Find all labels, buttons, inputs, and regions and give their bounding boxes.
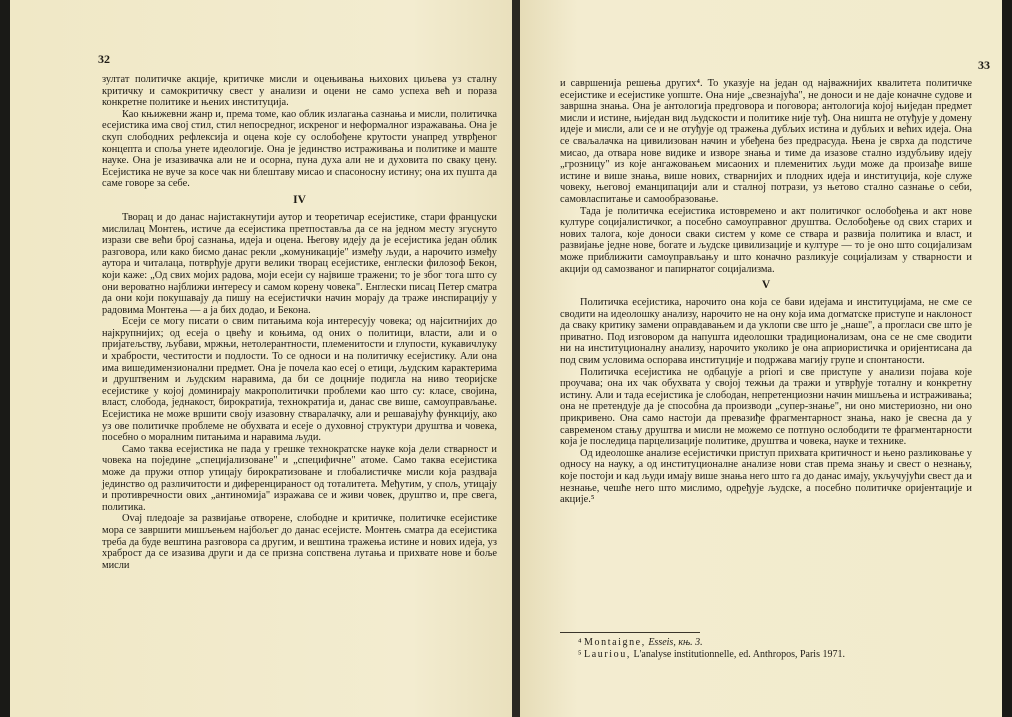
footnote (578, 649, 972, 661)
footnote (578, 637, 972, 649)
footnote-text: L'analyse institutionnelle, ed. Anthropos, Paris 1971. (633, 648, 845, 660)
left-page-body (102, 74, 497, 571)
paragraph: Политичка есејистика, нарочито она која се бави идејама и институцијама, не сме се сводити на идеолошку анализу, нарочито не на ону која има догматске приступе и наклоност да сваку критику замени оправдавањем и да уклопи све што је „наше", а прогласи све што је приватно. Под изговором да напушта идеолошки традиционализам, она се не сме сводити ни на институционалну анализу, нарочито уколико је она априористичка и оријентисана да под свим условима оспорава институције и подржава магију групе и спонтаности. (560, 297, 972, 367)
paragraph: Творац и до данас најистакнутији аутор и теоретичар есејистике, стари француски мислилац Монтењ, истиче да есејистика претпоставља да се на једном месту згуснуто изрази све већи број сазнања, идеја и оцена. Његову идеју да је есејистика један облик разговора, или како бисмо данас рекли „комуникације" између људи, а нарочито између аутора и читалаца, потврђује други велики творац есејистике, енглески филозоф Бекон, који каже: „Од свих мојих радова, моји есеји су највише тражени; то је због тога што су они вероватно најближи интересу и самом корену човека". Енглески писац Петер сматра да они који покушавају да пишу на есејистички начин морају да траже инспирацију у радовима Монтења — а ја бих додао, и Бекона. (102, 211, 497, 316)
footnote-author: Lauriou, (584, 648, 631, 660)
book-gutter (512, 0, 520, 717)
paragraph: Од идеолошке анализе есејистички приступ прихвата критичност и њено разликовање у односу на науку, а од институционалне анализе нови став према знању и свест о незнању, које постоји и кад људи имају више знања него што га до данас имају, укључујући свест да и незнање, чешће него што мислимо, одређује људске, а посебно политичке оријентације и акције.⁵ (560, 447, 972, 506)
paragraph: Есеји се могу писати о свим питањима која интересују човека; од најситнијих до најкрупнијих; од есеја о цвећу и коњима, од оних о политици, власти, али и о пријатељству, љубави, мржњи, нетолерантности, племенитости и глупости, кукавичлуку и храбрости, честитости и подлости. То се односи и на политичку есејистику. Али она има вишедимензионални предмет. Она је почела као есеј о етици, људским карактерима и друштвеним и људским наравима, да би се доцније подигла на ниво теоријске есејистике у којој доминирају макрополитички проблеми као што су: класе, својина, власт, слобода, једнакост, бирократија, технократија и, данас све више, самоуправљање. Есејистика не може вршити своју изазовну стваралачку, али и решавајућу функцију, ако уз ове политичке проблеме не обухвата и есеје о духовној структури друштва и човека, посебно о моралним питањима и наравима људи. (102, 316, 497, 444)
paragraph: Као књижевни жанр и, према томе, као облик излагања сазнања и мисли, политичка есејистика има свој стил, стил непосредног, искреног и неформалног изражавања. Она је скуп слободних рефлексија и оцена које су ослобођене крутости унапред утврђеног концепта и споља унете идеологије. Она је јединство истраживања и политике и маште науке. Она је изазивачка али не и осорна, пуна духа али не и духовита по сваку цену. Есејистика не вуче за косе чак ни блештаву мисао и спасоносну истину; она их пушта да саме говоре за себе. (102, 108, 497, 190)
footnote-text: Esseis, књ. 3. (648, 637, 703, 648)
footnote-marker: ⁴ (578, 637, 582, 648)
page-number-left: 32 (98, 52, 110, 66)
footnote-rule (560, 632, 700, 633)
left-page (10, 0, 512, 717)
right-page-body (560, 78, 972, 506)
paragraph: Само таква есејистика не пада у грешке технократске науке која дели стварност и човека на поједине „специјализоване" и „специфичне" атоме. Само таква есејистика може да пружи отпор утицају бирократизоване и глобалистичке мисли која раздваја јединство од различитости и диференцираност од тоталитета. Међутим, у спољ, утицају и противречности ових „антиномија" изражава се и живи човек, друштво и, пре свега, политика. (102, 443, 497, 513)
section-heading: V (761, 279, 771, 292)
footnote-author: Montaigne, (584, 637, 646, 648)
paragraph: Политичка есејистика не одбацује a priori и све приступе у анализи појава које проучава; она их чак обухвата у својој тежњи да тражи и утврђује тоталну и конкретну истину. Али и тада есејистика је слободан, непретенциозни начин мишљења и истраживања; она не претендује да је способна да производи „супер-знање", ни оно мистериозно, ни оно прикривено. Она само настоји да превазиђе фрагментарност знања, нако је свесна да у савременом стању друштва и мисли не можемо се потпуно ослободити те фрагментарности која је последица парцелизације политике, друштва и човека, науке и технике. (560, 366, 972, 448)
paragraph: зултат политичке акције, критичке мисли и оцењивања њихових циљева уз сталну критичку и самокритичку свест у анализи и оцени не само успеха већ и пораза конкретне политике и њених институција. (102, 74, 497, 109)
paragraph: и савршенија решења других⁴. То указује на један од најважнијих квалитета политичке есејистике и есејистике уопште. Она није „свезнајућа", не доноси и не даје коначне судове и завршна знања. Она је антологија предговора и поговора; антологија којој њиједан предмет мисли и истине, њиједан вид људскости и политике није туђ. Она ништа не отуђује у домену идеје и мисли, али се и не отуђује од тражења дубљих истина и дубљих и већих идеја. Она се сваљалачка на цивилизован начин и убеђена без предрасуда. Њена је сврха да подстиче мисао, да отвара нове видике и изворе знања и тиме да изазове стално издубљиву идеју „грозницу" из које ангажовањем мисаоних и племенитих људи може да произађе више истине и више знања, више нових, стварнијих и плодних идеја и институција, које служе човеку, његовој еманципацији али и сталној потрази, уз њетово стално сазнање о себи, самовласпитање и самообразовање. (560, 78, 972, 205)
right-page (520, 0, 1002, 717)
footnote-marker: ⁵ (578, 648, 582, 660)
paragraph: Тада је политичка есејистика истовремено и акт политичког ослобођења и акт нове културе социјалистичког, а посебно самоуправног друштва. Ослобођење од свих старих и нових талога, које доноси сваки систем у коме се ствара и развија политика и власт, и развијање једне нове, богате и људске цивилизације и културе — то је оно што социјализам може приближити самоуправљању и што коначно разликује социјализам у стварности и акцији од самозваног и папирнатог социјализма. (560, 205, 972, 275)
footnotes (560, 632, 972, 660)
page-number-right: 33 (978, 58, 990, 72)
paragraph: Ovaj пледоаје за развијање отворене, слободне и критичке, политичке есејистике мора се завршити мишљењем најбољег до данас есејисте. Монтењ сматра да есејистика треба да буде вештина разговора са другим, и вештина тражења истине и нових идеја, уз храброст да се изазива други и да се призна сопствена лутања и прихвате нове и боље мисли (102, 513, 497, 571)
section-heading: IV (293, 193, 306, 206)
